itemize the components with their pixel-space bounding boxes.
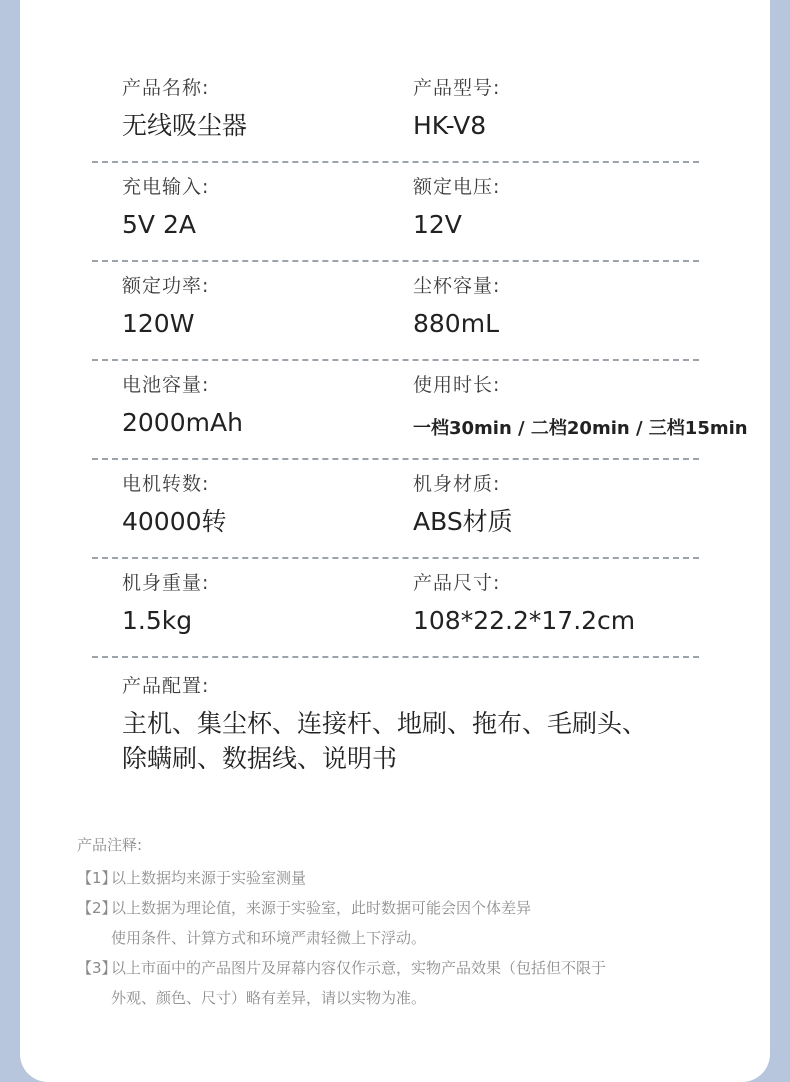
spec-cell <box>413 472 513 538</box>
note-text: 以上市面中的产品图片及屏幕内容仅作示意，实物产品效果（包括但不限于 <box>111 959 607 977</box>
config-label: 产品配置: <box>122 675 210 697</box>
spec-cell <box>122 76 247 142</box>
spec-value: 120W <box>122 309 195 338</box>
note-text: 以上数据为理论值，来源于实验室，此时数据可能会因个体差异 <box>111 899 532 917</box>
spec-label: 额定功率: <box>122 275 210 297</box>
spec-row <box>92 262 699 361</box>
spec-row <box>92 361 748 460</box>
spec-label: 额定电压: <box>413 176 501 198</box>
note-index: 【3】 <box>77 959 117 977</box>
spec-cell <box>122 472 227 538</box>
spec-value: HK-V8 <box>413 111 487 140</box>
spec-row <box>92 460 699 559</box>
spec-cell <box>413 175 500 241</box>
spec-value: 2000mAh <box>122 408 243 437</box>
spec-label: 机身材质: <box>413 473 501 495</box>
spec-row <box>92 163 699 262</box>
note-text: 以上数据均来源于实验室测量 <box>111 869 307 887</box>
note-item <box>77 893 717 953</box>
spec-cell <box>122 274 209 340</box>
spec-label: 产品名称: <box>122 77 210 99</box>
note-text-continued: 使用条件、计算方式和环境严肃轻微上下浮动。 <box>111 929 427 947</box>
note-body <box>111 893 717 953</box>
spec-label: 机身重量: <box>122 572 210 594</box>
spec-value: 无线吸尘器 <box>122 111 248 140</box>
note-index: 【2】 <box>77 899 117 917</box>
notes-title: 产品注释: <box>77 836 143 854</box>
spec-cell <box>122 175 209 241</box>
note-body <box>111 863 717 893</box>
spec-table <box>92 64 748 658</box>
spec-cell <box>413 373 748 445</box>
spec-value: 5V 2A <box>122 210 196 239</box>
spec-cell <box>413 571 635 637</box>
config-line: 除螨刷、数据线、说明书 <box>122 744 398 773</box>
notes-section <box>77 834 717 1013</box>
note-body <box>111 953 717 1013</box>
note-item <box>77 953 717 1013</box>
spec-label: 充电输入: <box>122 176 210 198</box>
spec-label: 产品型号: <box>413 77 501 99</box>
spec-value: 12V <box>413 210 462 239</box>
spec-row <box>92 64 699 163</box>
spec-cell <box>122 373 243 439</box>
spec-label: 产品尺寸: <box>413 572 501 594</box>
note-text-continued: 外观、颜色、尺寸）略有差异，请以实物为准。 <box>111 989 427 1007</box>
spec-cell <box>122 571 209 637</box>
spec-label: 使用时长: <box>413 374 501 396</box>
spec-value: 1.5kg <box>122 606 193 635</box>
config-section <box>122 674 722 776</box>
config-list <box>122 706 722 776</box>
spec-label: 尘杯容量: <box>413 275 501 297</box>
spec-value: 一档30min / 二档20min / 三档15min <box>413 418 748 439</box>
spec-value: 880mL <box>413 309 499 338</box>
note-index: 【1】 <box>77 869 117 887</box>
spec-value: 108*22.2*17.2cm <box>413 606 636 635</box>
spec-value: ABS材质 <box>413 507 513 536</box>
spec-label: 电池容量: <box>122 374 210 396</box>
spec-row <box>92 559 699 658</box>
spec-cell <box>413 274 500 340</box>
spec-value: 40000转 <box>122 507 227 536</box>
config-line: 主机、集尘杯、连接杆、地刷、拖布、毛刷头、 <box>122 709 648 738</box>
spec-cell <box>413 76 500 142</box>
note-item <box>77 863 717 893</box>
spec-label: 电机转数: <box>122 473 210 495</box>
